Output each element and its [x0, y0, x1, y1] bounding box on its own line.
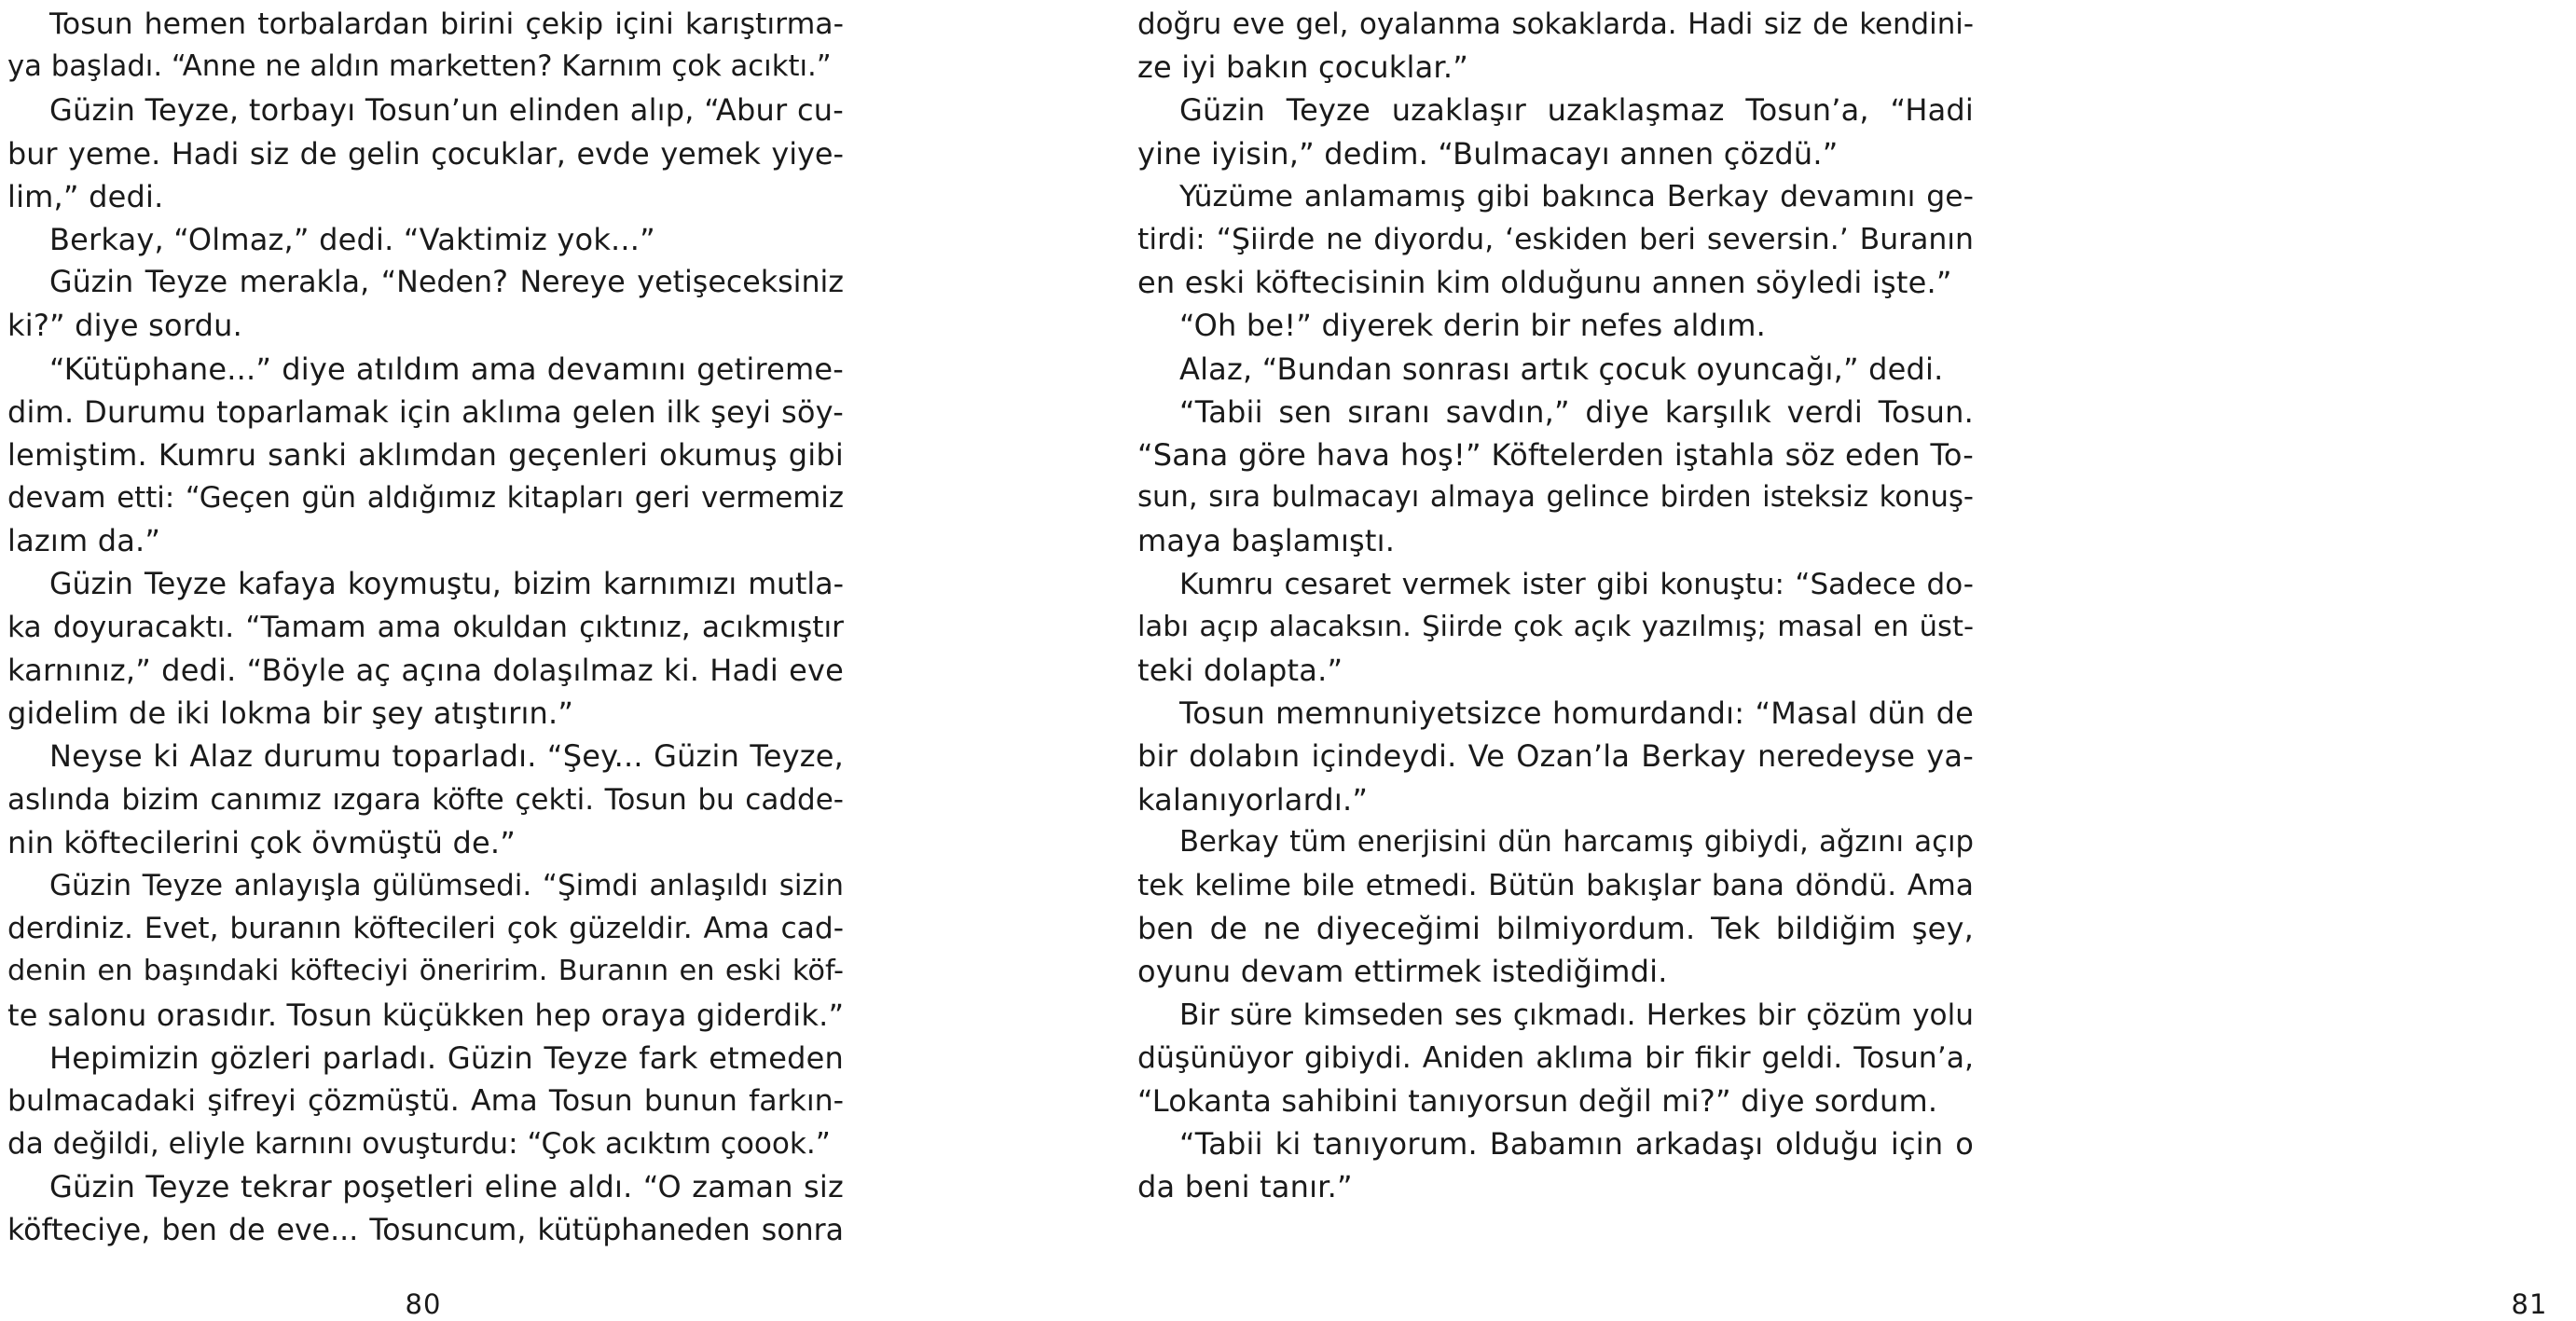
text-line: Hepimizin gözleri parladı. Güzin Teyze fark etmeden: [49, 1039, 844, 1076]
page-number-left: 80: [405, 1288, 442, 1320]
text-line: Berkay tüm enerjisini dün harcamış gibiydi, ağzını açıp: [1179, 825, 1974, 859]
text-line: da değildi, eliyle karnını ovuşturdu: “Çok acıktım çoook.”: [7, 1127, 831, 1162]
text-line: labı açıp alacaksın. Şiirde çok açık yazılmış; masal en üst-: [1137, 610, 1974, 643]
text-line: Tosun memnuniyetsizce homurdandı: “Masal dün de: [1179, 695, 1974, 732]
text-line: karnınız,” dedi. “Böyle aç açına dolaşılmaz ki. Hadi eve: [7, 653, 844, 689]
text-line: köfteciye, ben de eve... Tosuncum, kütüphaneden sonra: [7, 1213, 844, 1247]
text-line: Güzin Teyze anlayışla gülümsedi. “Şimdi anlaşıldı sizin: [49, 869, 844, 903]
text-line: “Kütüphane...” diye atıldım ama devamını getireme-: [49, 351, 844, 387]
text-line: Yüzüme anlamamış gibi bakınca Berkay devamını ge-: [1179, 179, 1974, 213]
text-line: Tosun hemen torbalardan birini çekip içini karıştırma-: [49, 7, 844, 41]
text-line: da beni tanır.”: [1137, 1169, 1353, 1205]
text-line: sun, sıra bulmacayı almaya gelince birden isteksiz konuş-: [1137, 481, 1974, 515]
text-line: ze iyi bakın çocuklar.”: [1137, 49, 1468, 86]
left-page: [0, 0, 995, 1321]
text-line: doğru eve gel, oyalanma sokaklarda. Hadi siz de kendini-: [1137, 7, 1974, 41]
text-line: “Tabii ki tanıyorum. Babamın arkadaşı olduğu için o: [1179, 1126, 1974, 1163]
text-line: ben de ne diyeceğimi bilmiyordum. Tek bildiğim şey,: [1137, 911, 1974, 947]
page-number-right: 81: [2511, 1288, 2548, 1320]
text-line: lemiştim. Kumru sanki aklımdan geçenleri okumuş gibi: [7, 437, 844, 474]
text-line: düşünüyor gibiydi. Aniden aklıma bir fikir geldi. Tosun’a,: [1137, 1040, 1974, 1075]
text-line: Güzin Teyze tekrar poşetleri eline aldı. “O zaman siz: [49, 1169, 844, 1205]
text-line: bur yeme. Hadi siz de gelin çocuklar, evde yemek yiye-: [7, 135, 844, 172]
text-line: Kumru cesaret vermek ister gibi konuştu: “Sadece do-: [1179, 567, 1974, 601]
text-line: nin köftecilerini çok övmüştü de.”: [7, 824, 517, 860]
right-page-text: [1137, 3, 1974, 1209]
text-line: “Oh be!” diyerek derin bir nefes aldım.: [1179, 308, 1766, 344]
text-line: Güzin Teyze uzaklaşır uzaklaşmaz Tosun’a, “Hadi: [1179, 92, 1974, 129]
text-line: Güzin Teyze, torbayı Tosun’un elinden alıp, “Abur cu-: [49, 92, 844, 129]
text-line: derdiniz. Evet, buranın köftecileri çok güzeldir. Ama cad-: [7, 912, 844, 946]
text-line: denin en başındaki köfteciyi öneririm. Buranın en eski köf-: [7, 955, 844, 988]
text-line: maya başlamıştı.: [1137, 523, 1396, 559]
text-line: Berkay, “Olmaz,” dedi. “Vaktimiz yok...”: [49, 222, 655, 258]
text-line: gidelim de iki lokma bir şey atıştırın.”: [7, 695, 574, 732]
text-line: oyunu devam ettirmek istediğimdi.: [1137, 954, 1668, 990]
text-line: Alaz, “Bundan sonrası artık çocuk oyuncağı,” dedi.: [1179, 351, 1944, 387]
text-line: ki?” diye sordu.: [7, 308, 242, 344]
text-line: ka doyuracaktı. “Tamam ama okuldan çıktınız, acıkmıştır: [7, 610, 844, 644]
text-line: devam etti: “Geçen gün aldığımız kitapları geri vermemiz: [7, 481, 844, 516]
right-page: [995, 0, 2548, 1321]
text-line: lazım da.”: [7, 523, 161, 559]
text-line: Neyse ki Alaz durumu toparladı. “Şey... Güzin Teyze,: [49, 738, 844, 775]
text-line: tek kelime bile etmedi. Bütün bakışlar bana döndü. Ama: [1137, 869, 1974, 903]
text-line: en eski köftecisinin kim olduğunu annen söyledi işte.”: [1137, 265, 1952, 301]
text-line: teki dolapta.”: [1137, 653, 1343, 689]
text-line: Bir süre kimseden ses çıkmadı. Herkes bir çözüm yolu: [1179, 998, 1974, 1032]
text-line: Güzin Teyze kafaya koymuştu, bizim karnımızı mutla-: [49, 567, 844, 601]
text-line: aslında bizim canımız ızgara köfte çekti. Tosun bu cadde-: [7, 782, 844, 817]
text-line: tirdi: “Şiirde ne diyordu, ‘eskiden beri seversin.’ Buranın: [1137, 223, 1974, 257]
left-page-text: [7, 3, 844, 1252]
text-line: Güzin Teyze merakla, “Neden? Nereye yetişeceksiniz: [49, 266, 844, 300]
text-line: dim. Durumu toparlamak için aklıma gelen ilk şeyi söy-: [7, 393, 844, 430]
text-line: “Sana göre hava hoş!” Köftelerden iştahla söz eden To-: [1137, 437, 1974, 474]
text-line: bir dolabın içindeydi. Ve Ozan’la Berkay neredeyse ya-: [1137, 738, 1974, 775]
text-line: te salonu orasıdır. Tosun küçükken hep oraya giderdik.”: [7, 997, 845, 1033]
text-line: lim,” dedi.: [7, 178, 164, 214]
text-line: “Tabii sen sıranı savdın,” diye karşılık verdi Tosun.: [1179, 393, 1974, 430]
text-line: yine iyisin,” dedim. “Bulmacayı annen çözdü.”: [1137, 135, 1839, 172]
text-line: kalanıyorlardı.”: [1137, 781, 1369, 818]
text-line: “Lokanta sahibini tanıyorsun değil mi?” diye sordum.: [1137, 1083, 1938, 1120]
text-line: bulmacadaki şifreyi çözmüştü. Ama Tosun bunun farkın-: [7, 1084, 844, 1119]
text-line: ya başladı. “Anne ne aldın marketten? Karnım çok acıktı.”: [7, 50, 832, 84]
